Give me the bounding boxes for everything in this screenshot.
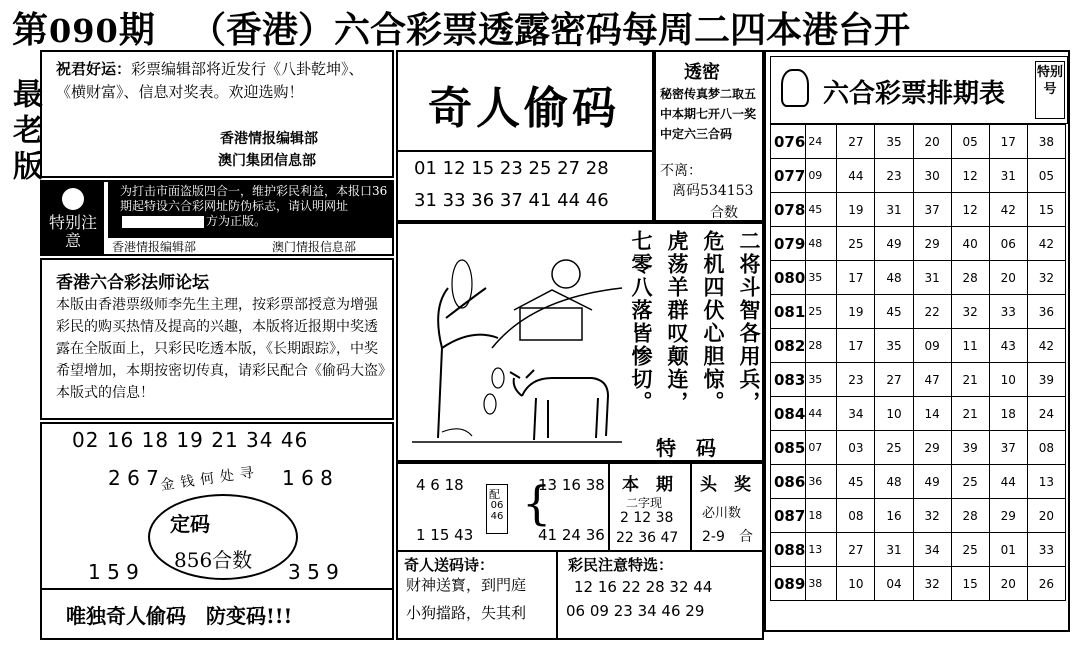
table-row: [771, 329, 1066, 363]
table-row: [771, 363, 1066, 397]
number-cell: 45: [806, 193, 837, 227]
zhuyi-line-1: 12 16 22 28 32 44: [574, 578, 713, 596]
number-cell: 07: [806, 431, 837, 465]
page-title: （香港）六合彩票透露密码每周二四本港台开: [190, 9, 911, 51]
special-cell: 15: [1027, 193, 1065, 227]
special-cell: 42: [1027, 329, 1065, 363]
forum-box: [40, 258, 394, 420]
lucky-center-label: 定码: [170, 512, 210, 536]
number-cell: 29: [913, 227, 951, 261]
number-cell: 31: [913, 261, 951, 295]
number-cell: 27: [837, 533, 875, 567]
number-cell: 31: [989, 159, 1027, 193]
pei-left-top: 4 6 18: [416, 476, 464, 494]
number-cell: 18: [806, 499, 837, 533]
special-cell: 38: [1027, 125, 1065, 159]
number-cell: 32: [913, 499, 951, 533]
lucky-footer-box: [40, 588, 394, 640]
special-cell: 05: [1027, 159, 1065, 193]
period-cell: 084: [771, 397, 806, 431]
number-cell: 38: [806, 567, 837, 601]
songma-line-2: 小狗擋路，失其利: [406, 604, 527, 622]
number-cell: 18: [989, 397, 1027, 431]
toumi-buli: 不离：: [660, 163, 702, 179]
lucky-center-value: 856合数: [174, 548, 253, 572]
notice-body-end: 方为正版。: [206, 214, 267, 228]
toumi-buli-value: 离码534153: [672, 183, 754, 199]
number-cell: 21: [951, 397, 989, 431]
period-cell: 087: [771, 499, 806, 533]
number-cell: 16: [875, 499, 913, 533]
notice-footer-right: 澳门情报信息部: [272, 240, 357, 254]
number-cell: 37: [989, 431, 1027, 465]
lucky-left-bottom: 1 5 9: [88, 560, 139, 584]
greeting-sig-2: 澳门集团信息部: [218, 153, 316, 169]
ox-icon: [510, 370, 608, 440]
period-cell: 089: [771, 567, 806, 601]
schedule-box: [764, 50, 1070, 632]
lucky-box: [40, 422, 394, 590]
lucky-left-top: 2 6 7: [108, 466, 159, 490]
number-cell: 44: [989, 465, 1027, 499]
number-cell: 29: [913, 431, 951, 465]
special-cell: 24: [1027, 397, 1065, 431]
number-cell: 13: [806, 533, 837, 567]
number-cell: 43: [989, 329, 1027, 363]
period-cell: 078: [771, 193, 806, 227]
period-cell: 079: [771, 227, 806, 261]
number-cell: 24: [806, 125, 837, 159]
side-label: 最老版: [7, 78, 42, 186]
number-cell: 44: [806, 397, 837, 431]
house-icon: [520, 308, 582, 340]
songma-line-1: 财神送寳，到門庭: [406, 576, 527, 594]
number-cell: 35: [806, 363, 837, 397]
period-cell: 080: [771, 261, 806, 295]
lucky-right-bottom: 3 5 9: [288, 560, 339, 584]
number-cell: 48: [806, 227, 837, 261]
issue-prefix: 第: [12, 9, 50, 51]
period-cell: 082: [771, 329, 806, 363]
number-cell: 35: [875, 329, 913, 363]
number-cell: 32: [951, 295, 989, 329]
number-cell: 22: [913, 295, 951, 329]
pei-right-top: 13 16 38: [538, 476, 605, 494]
number-cell: 42: [989, 193, 1027, 227]
number-cell: 21: [951, 363, 989, 397]
period-cell: 088: [771, 533, 806, 567]
toumi-heshu: 合数: [710, 205, 738, 221]
notice-label: 特别注意: [48, 213, 97, 250]
notice-text: [120, 184, 388, 229]
number-cell: 15: [951, 567, 989, 601]
table-row: [771, 227, 1066, 261]
number-cell: 45: [837, 465, 875, 499]
toumi-title: 透密: [684, 62, 720, 83]
greeting-sig-1: 香港情报编辑部: [220, 131, 318, 147]
lucky-footer: 唯独奇人偷码 防变码!!!: [66, 604, 293, 628]
number-cell: 25: [951, 465, 989, 499]
tree-icon: [438, 288, 498, 438]
number-cell: 35: [806, 261, 837, 295]
toujiang-title: 头 奖: [700, 475, 751, 495]
number-cell: 01: [989, 533, 1027, 567]
tebie-label-box: [1035, 61, 1065, 119]
greeting-body: 彩票编辑部将近发行《八卦乾坤》、《横财富》、信息对奖表。欢迎选购！: [56, 60, 364, 101]
poem: [629, 230, 764, 420]
table-row: [771, 397, 1066, 431]
greeting-text: [56, 58, 386, 104]
greeting-heading: 祝君好运：: [56, 60, 132, 78]
zhuyi-line-2: 06 09 23 34 46 29: [566, 602, 705, 620]
pei-right-bottom: 41 24 36: [538, 526, 605, 544]
benqi-sub: 二字现: [626, 496, 663, 510]
rooster-icon: [781, 69, 809, 107]
number-cell: 25: [951, 533, 989, 567]
greeting-box: [40, 50, 394, 178]
pei-left-bottom: 1 15 43: [416, 526, 474, 544]
period-cell: 086: [771, 465, 806, 499]
number-cell: 03: [837, 431, 875, 465]
benqi-line-2: 22 36 47: [616, 530, 679, 546]
number-cell: 28: [806, 329, 837, 363]
number-cell: 11: [951, 329, 989, 363]
number-cell: 39: [951, 431, 989, 465]
number-cell: 35: [875, 125, 913, 159]
schedule-title: 六合彩票排期表: [823, 79, 1006, 109]
special-cell: 26: [1027, 567, 1065, 601]
pei-mid-label: 配: [489, 488, 500, 501]
notice-footer-left: 香港情报编辑部: [112, 240, 197, 254]
number-cell: 28: [951, 499, 989, 533]
number-cell: 10: [875, 397, 913, 431]
table-row: [771, 159, 1066, 193]
lucky-right-top: 1 6 8: [282, 466, 333, 490]
number-cell: 04: [875, 567, 913, 601]
lucky-top-numbers: 02 16 18 19 21 34 46: [72, 428, 309, 452]
tebie-label: 特别号: [1036, 65, 1063, 97]
qiren-row-2: 31 33 36 37 41 44 46: [414, 190, 609, 211]
pei-mid-nums: 06 46: [490, 500, 504, 522]
number-cell: 12: [951, 159, 989, 193]
benqi-line-1: 2 12 38: [620, 510, 674, 526]
number-cell: 47: [913, 363, 951, 397]
pei-box: [396, 462, 610, 552]
table-row: [771, 533, 1066, 567]
schedule-table: [770, 124, 1066, 601]
special-cell: 20: [1027, 499, 1065, 533]
toujiang-box: [690, 462, 764, 552]
schedule-table-wrap: [770, 124, 1066, 601]
lucky-arc-text: 金钱何处寻: [159, 464, 261, 494]
picture-poem-box: [396, 222, 764, 462]
notice-body: 为打击市面盗版四合一，维护彩民利益，本报口36期起特设六合彩网址防伪标志，请认明网址: [120, 184, 388, 213]
number-cell: 48: [875, 465, 913, 499]
special-cell: 39: [1027, 363, 1065, 397]
qiren-numbers-box: [396, 150, 654, 222]
benqi-title: 本 期: [622, 475, 673, 495]
special-cell: 13: [1027, 465, 1065, 499]
number-cell: 17: [837, 261, 875, 295]
special-cell: 42: [1027, 227, 1065, 261]
number-cell: 33: [989, 295, 1027, 329]
number-cell: 34: [837, 397, 875, 431]
number-cell: 23: [837, 363, 875, 397]
number-cell: 28: [951, 261, 989, 295]
schedule-header: [770, 56, 1068, 124]
zhuyi-box: [556, 550, 764, 640]
number-cell: 05: [951, 125, 989, 159]
songma-box: [396, 550, 558, 640]
table-row: [771, 567, 1066, 601]
table-row: [771, 261, 1066, 295]
number-cell: 25: [806, 295, 837, 329]
number-cell: 34: [913, 533, 951, 567]
table-row: [771, 499, 1066, 533]
forum-heading: 香港六合彩法师论坛: [56, 273, 209, 293]
number-cell: 27: [837, 125, 875, 159]
farm-illustration: [402, 228, 632, 456]
benqi-box: [608, 462, 692, 552]
number-cell: 10: [837, 567, 875, 601]
table-row: [771, 431, 1066, 465]
number-cell: 25: [875, 431, 913, 465]
qiren-title-box: [396, 50, 654, 152]
issue-number: 090: [49, 12, 119, 50]
zhuyi-title: 彩民注意特选：: [568, 556, 674, 574]
number-cell: 29: [989, 499, 1027, 533]
special-cell: 36: [1027, 295, 1065, 329]
number-cell: 23: [875, 159, 913, 193]
number-cell: 36: [806, 465, 837, 499]
number-cell: 06: [989, 227, 1027, 261]
number-cell: 09: [913, 329, 951, 363]
issue-suffix: 期: [118, 9, 156, 51]
songma-title: 奇人送码诗：: [404, 556, 495, 574]
number-cell: 31: [875, 193, 913, 227]
number-cell: 19: [837, 193, 875, 227]
table-row: [771, 193, 1066, 227]
number-cell: 48: [875, 261, 913, 295]
number-cell: 17: [837, 329, 875, 363]
period-cell: 077: [771, 159, 806, 193]
tema-label: 特 码: [656, 436, 716, 460]
number-cell: 49: [913, 465, 951, 499]
number-cell: 12: [951, 193, 989, 227]
qiren-row-1: 01 12 15 23 25 27 28: [414, 158, 609, 179]
poem-col-1: 二将斗智各用兵，: [737, 230, 762, 414]
toumi-body: 秘密传真梦二取五中本期七开八一奖中定六三合码: [660, 87, 757, 141]
number-cell: 08: [837, 499, 875, 533]
table-row: [771, 125, 1066, 159]
number-cell: 27: [875, 363, 913, 397]
number-cell: 49: [875, 227, 913, 261]
special-cell: 08: [1027, 431, 1065, 465]
sun-icon: [552, 260, 580, 288]
period-cell: 083: [771, 363, 806, 397]
number-cell: 17: [989, 125, 1027, 159]
number-cell: 40: [951, 227, 989, 261]
special-cell: 33: [1027, 533, 1065, 567]
number-cell: 44: [837, 159, 875, 193]
special-cell: 32: [1027, 261, 1065, 295]
period-cell: 085: [771, 431, 806, 465]
number-cell: 09: [806, 159, 837, 193]
url-blank: [122, 216, 204, 228]
number-cell: 19: [837, 295, 875, 329]
number-cell: 20: [913, 125, 951, 159]
pei-brace-icon: {: [522, 476, 552, 530]
number-cell: 20: [989, 261, 1027, 295]
table-row: [771, 465, 1066, 499]
notice-box: [40, 180, 394, 256]
number-cell: 14: [913, 397, 951, 431]
poem-col-3: 虎荡羊群叹颠连，: [665, 230, 690, 414]
period-cell: 081: [771, 295, 806, 329]
number-cell: 31: [875, 533, 913, 567]
poem-col-2: 危机四伏心胆惊。: [701, 230, 726, 414]
number-cell: 10: [989, 363, 1027, 397]
qiren-title: 奇人偷码: [428, 83, 620, 134]
number-cell: 25: [837, 227, 875, 261]
table-row: [771, 295, 1066, 329]
issue-header: [12, 2, 156, 53]
poem-col-4: 七零八落皆惨切。: [629, 230, 654, 414]
number-cell: 30: [913, 159, 951, 193]
toujiang-sub: 必川数: [702, 506, 742, 521]
toumi-box: [654, 50, 764, 222]
number-cell: 45: [875, 295, 913, 329]
period-cell: 076: [771, 125, 806, 159]
number-cell: 37: [913, 193, 951, 227]
number-cell: 20: [989, 567, 1027, 601]
forum-body: 本版由香港票级师李先生主理，按彩票部授意为增强彩民的购买热情及提高的兴趣，本版将近报期中奖透露在全版面上，只彩民吃透本版，《长期跟踪》，中奖希望增加，本期按密切传真，请彩民配合《偷码大盗》本版式的信息！: [56, 297, 385, 401]
toujiang-value: 2-9 合: [702, 529, 753, 545]
bomb-icon: [62, 188, 84, 210]
number-cell: 32: [913, 567, 951, 601]
